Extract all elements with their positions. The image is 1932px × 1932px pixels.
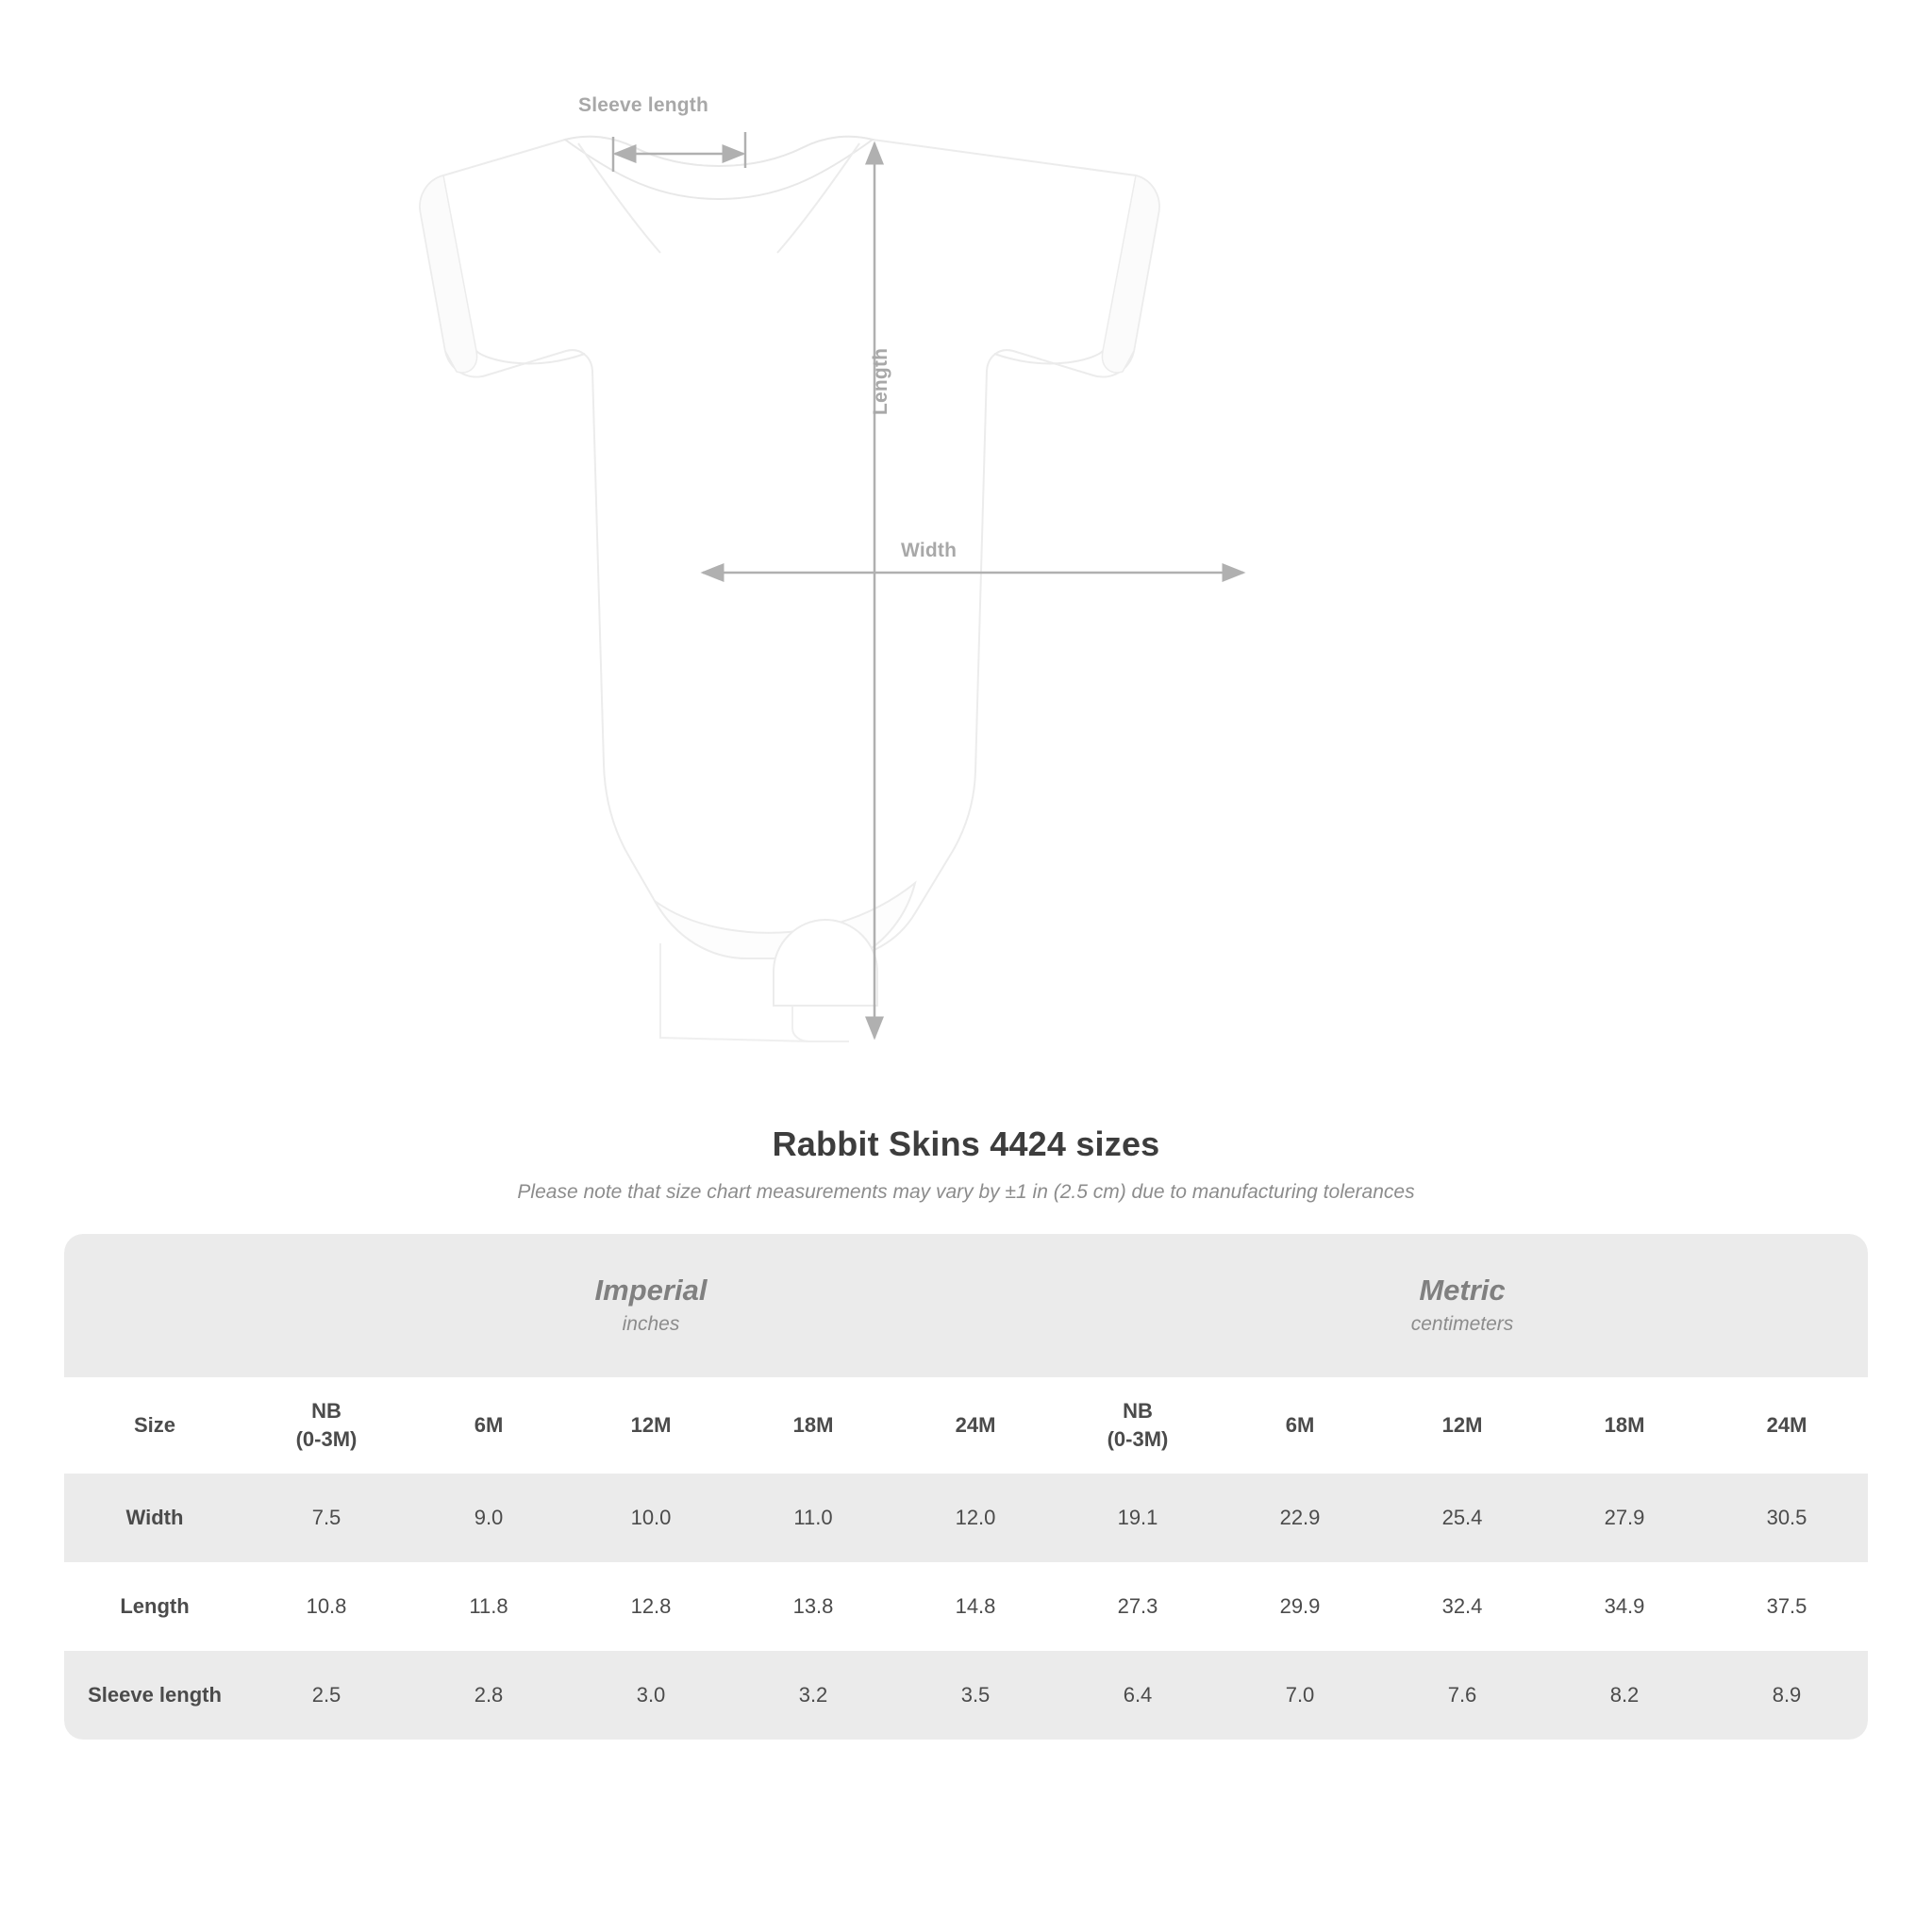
column-header-main: 18M [1604, 1413, 1645, 1438]
column-header-cell [1219, 1377, 1381, 1474]
cell-value: 27.3 [1057, 1562, 1219, 1651]
column-header-cell [732, 1377, 894, 1474]
unit-group-imperial [245, 1234, 1057, 1377]
column-header-main: NB [1123, 1399, 1153, 1424]
unit-sub-imperial: inches [622, 1312, 680, 1335]
cell-value: 32.4 [1381, 1562, 1543, 1651]
cell-value: 7.0 [1219, 1651, 1381, 1740]
size-header: Size [64, 1377, 245, 1474]
cell-value: 34.9 [1543, 1562, 1706, 1651]
unit-group-metric [1057, 1234, 1868, 1377]
size-table [64, 1234, 1868, 1740]
cell-value: 13.8 [732, 1562, 894, 1651]
table-row [64, 1474, 1868, 1562]
sleeve-length-label: Sleeve length [578, 94, 708, 116]
column-header-row [64, 1377, 1868, 1474]
column-header-cell [894, 1377, 1057, 1474]
cell-value: 6.4 [1057, 1651, 1219, 1740]
title-block [0, 1124, 1932, 1204]
cell-value: 30.5 [1706, 1474, 1868, 1562]
unit-name-imperial: Imperial [594, 1273, 708, 1307]
column-header-main: 24M [955, 1413, 996, 1438]
column-header-cell [1381, 1377, 1543, 1474]
cell-value: 11.8 [408, 1562, 570, 1651]
cell-value: 8.9 [1706, 1651, 1868, 1740]
row-label-width: Width [64, 1474, 245, 1562]
width-label: Width [901, 540, 958, 561]
unit-name-metric: Metric [1419, 1273, 1506, 1307]
column-header-cell [1543, 1377, 1706, 1474]
cell-value: 19.1 [1057, 1474, 1219, 1562]
length-label: Length [870, 347, 891, 415]
cell-value: 8.2 [1543, 1651, 1706, 1740]
column-header-sub: (0-3M) [1107, 1427, 1169, 1451]
size-table-wrapper [64, 1234, 1868, 1740]
row-label-length: Length [64, 1562, 245, 1651]
column-header-main: 12M [630, 1413, 672, 1438]
cell-value: 25.4 [1381, 1474, 1543, 1562]
cell-value: 22.9 [1219, 1474, 1381, 1562]
page-title: Rabbit Skins 4424 sizes [772, 1124, 1160, 1163]
row-label-sleeve-length: Sleeve length [64, 1651, 245, 1740]
column-header-main: 6M [474, 1413, 504, 1438]
cell-value: 2.5 [245, 1651, 408, 1740]
unit-header-spacer [64, 1234, 245, 1377]
onesie-shape [420, 135, 1159, 1041]
column-header-sub: (0-3M) [295, 1427, 358, 1451]
cell-value: 14.8 [894, 1562, 1057, 1651]
unit-header-row [64, 1234, 1868, 1377]
column-header-main: 24M [1766, 1413, 1807, 1438]
column-header-cell [570, 1377, 732, 1474]
column-header-cell [1706, 1377, 1868, 1474]
column-header-cell [245, 1377, 408, 1474]
cell-value: 37.5 [1706, 1562, 1868, 1651]
cell-value: 9.0 [408, 1474, 570, 1562]
cell-value: 7.6 [1381, 1651, 1543, 1740]
cell-value: 2.8 [408, 1651, 570, 1740]
cell-value: 11.0 [732, 1474, 894, 1562]
cell-value: 29.9 [1219, 1562, 1381, 1651]
cell-value: 10.0 [570, 1474, 732, 1562]
cell-value: 10.8 [245, 1562, 408, 1651]
column-header-main: 12M [1441, 1413, 1483, 1438]
unit-sub-metric: centimeters [1410, 1312, 1514, 1335]
tolerance-note: Please note that size chart measurements may vary by ±1 in (2.5 cm) due to manufacturing tolerances [517, 1181, 1415, 1203]
cell-value: 7.5 [245, 1474, 408, 1562]
column-header-main: 6M [1285, 1413, 1315, 1438]
cell-value: 27.9 [1543, 1474, 1706, 1562]
column-header-main: NB [311, 1399, 341, 1424]
table-row [64, 1651, 1868, 1740]
cell-value: 3.2 [732, 1651, 894, 1740]
cell-value: 12.8 [570, 1562, 732, 1651]
column-header-main: 18M [792, 1413, 834, 1438]
cell-value: 3.5 [894, 1651, 1057, 1740]
cell-value: 3.0 [570, 1651, 732, 1740]
cell-value: 12.0 [894, 1474, 1057, 1562]
column-header-cell [1057, 1377, 1219, 1474]
column-header-cell [408, 1377, 570, 1474]
table-row [64, 1562, 1868, 1651]
